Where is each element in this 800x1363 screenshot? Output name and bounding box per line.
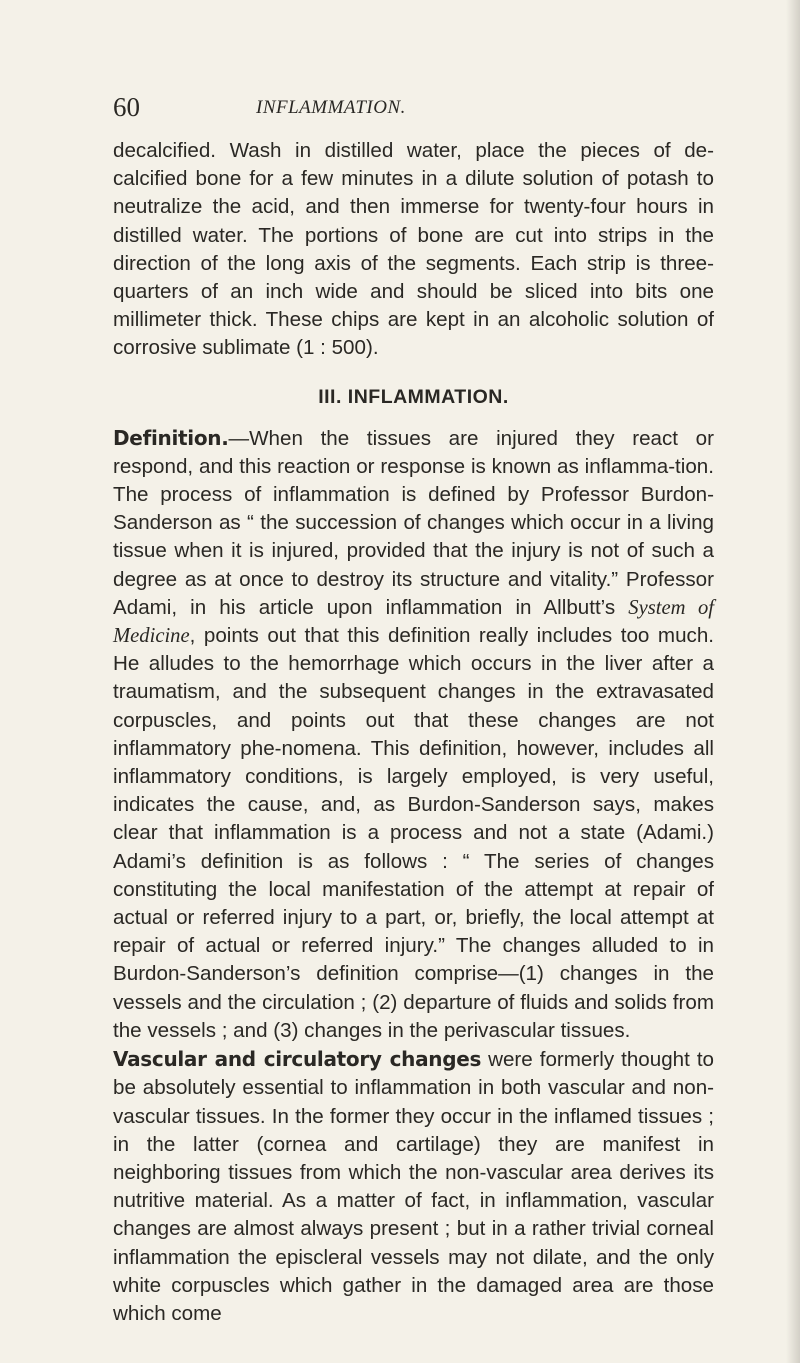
vascular-paragraph	[113, 1045, 714, 1328]
definition-paragraph	[113, 424, 714, 1045]
section-heading: III. INFLAMMATION.	[318, 385, 509, 408]
definition-run-in-heading: Definition.	[113, 425, 229, 450]
continuation-paragraph: decalcified. Wash in distilled water, place the pieces of de-calcified bone for a few minutes in a dilute solution of potash to neutralize the acid, and then immerse for twenty-four hours in distilled water. The portions of bone are cut into strips in the direction of the long axis of the segments. Each strip is three-quarters of an inch wide and should be sliced into bits one millimeter thick. These chips are kept in an alcoholic solution of corrosive sublimate (1 : 500).	[113, 139, 714, 360]
vascular-text: were formerly thought to be absolutely essential to inflammation in both vascular and non-vascular tissues. In the former they occur in the inflamed tissues ; in the latter (cornea and cartilage) they are manifest in neighboring tissues from which the non-vascular area derives its nutritive material. As a matter of fact, in inflammation, vascular changes are almost always present ; but in a rather trivial corneal inflammation the episcleral vessels may not dilate, and the only white corpuscles which gather in the damaged area are those which come	[113, 1048, 714, 1325]
definition-text-part-1: —When the tissues are injured they react or respond, and this reaction or response is known as inflamma-tion. The process of inflammation is defined by Professor Burdon-Sanderson as “ the succession of changes which occur in a living tissue when it is injured, provided that the injury is not of such a degree as at once to destroy its structure and vitality.” Professor Adami, in his article upon inflammation in Allbutt’s	[113, 426, 714, 619]
page-number: 60	[113, 92, 140, 122]
running-head	[113, 92, 713, 122]
body-text	[113, 137, 714, 1328]
definition-text-part-2: , points out that this definition really includes too much. He alludes to the hemorrhage which occurs in the liver after a traumatism, and the subsequent changes in the extravasated corpuscles, and points out that these changes are not inflammatory phe-nomena. This definition, however, includes all inflammatory conditions, is largely employed, is very useful, indicates the cause, and, as Burdon-Sanderson says, makes clear that inflammation is a process and not a state (Adami.) Adami’s definition is as follows : “ The series of changes constituting the local manifestation of the attempt at repair of actual or referred injury to a part, or, briefly, the local attempt at repair of actual or referred injury.” The changes alluded to in Burdon-Sanderson’s definition comprise—(1) changes in the vessels and the circulation ; (2) departure of fluids and solids from the vessels ; and (3) changes in the perivascular tissues.	[113, 624, 714, 1042]
running-title: INFLAMMATION.	[256, 97, 406, 118]
vascular-run-in-heading: Vascular and circulatory changes	[113, 1047, 482, 1072]
page-edge-shadow	[786, 0, 800, 1363]
book-title: System of Medicine	[113, 596, 715, 648]
